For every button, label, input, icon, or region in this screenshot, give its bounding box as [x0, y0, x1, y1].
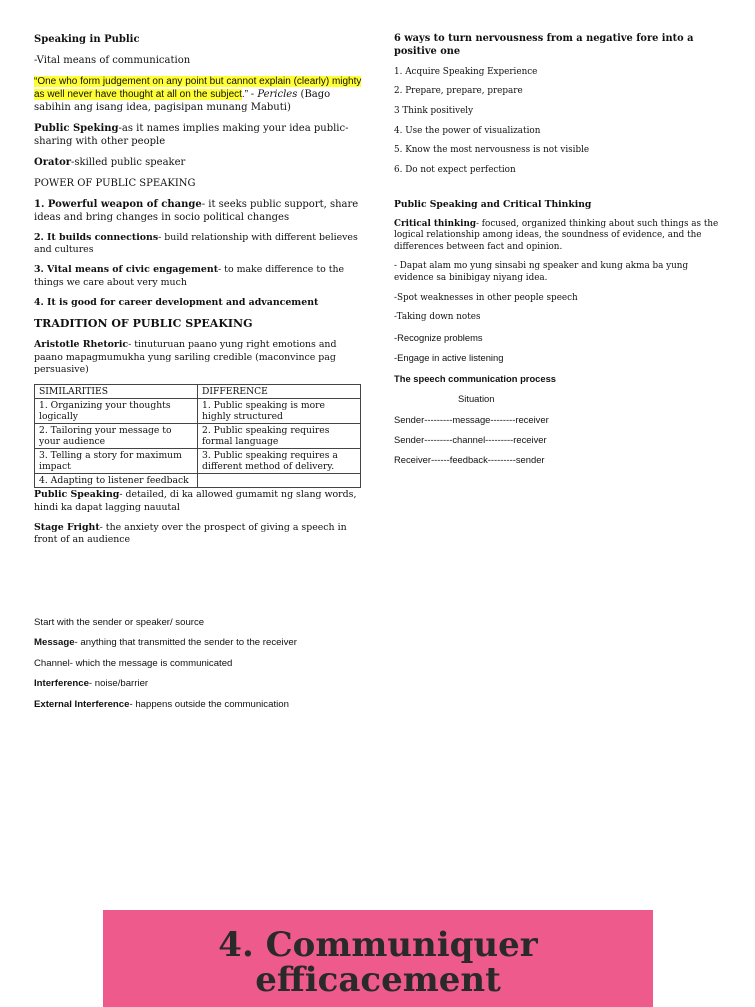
pericles-quote: [34, 75, 364, 114]
definition: - it seeks public support, share ideas and bring changes in socio political changes: [34, 199, 359, 223]
table-cell: 2. Tailoring your message to your audience: [35, 424, 198, 449]
list-item: -Taking down notes: [394, 312, 481, 323]
term: Interference: [34, 678, 89, 690]
list-item: -Engage in active listening: [394, 352, 504, 364]
quote-end: .” -: [241, 89, 255, 100]
power-item: [34, 264, 364, 288]
definition: - build relationship with different believes and cultures: [34, 232, 358, 256]
table-row: [35, 474, 361, 488]
banner-title: 4. Communiquer efficacement: [218, 925, 538, 1000]
term: Critical thinking: [394, 218, 477, 229]
critical-thinking-heading: Public Speaking and Critical Thinking: [394, 198, 592, 210]
message-definition: [34, 637, 434, 649]
term: Message: [34, 637, 75, 649]
list-item: 6. Do not expect perfection: [394, 164, 516, 175]
highlighted-quote: “One who form judgement on any point but cannot explain (clearly) mighty as well never have thought at all on the subject: [34, 76, 362, 100]
table-row: [35, 449, 361, 474]
term: 3. Vital means of civic engagement: [34, 264, 219, 276]
table-header: DIFFERENCE: [198, 385, 361, 399]
similarities-difference-table: [34, 384, 361, 488]
power-item: [34, 297, 364, 309]
table-cell: 4. Adapting to listener feedback: [35, 474, 198, 488]
term: Public Speaking: [34, 489, 120, 501]
table-cell: 1. Public speaking is more highly structured: [198, 399, 361, 424]
list-item: - Dapat alam mo yung sinsabi ng speaker and kung akma ba yung evidence sa binibigay niyang idea.: [394, 261, 689, 284]
tradition-heading: TRADITION OF PUBLIC SPEAKING: [34, 317, 253, 331]
process-heading: The speech communication process: [394, 372, 557, 384]
definition: - happens outside the communication: [129, 698, 289, 710]
start-line: Start with the sender or speaker/ source: [34, 617, 205, 628]
public-speaking-definition: [34, 489, 364, 513]
term: Public Speking: [34, 123, 119, 134]
table-cell: [198, 474, 361, 488]
power-item: [34, 232, 364, 256]
definition: - the anxiety over the prospect of giving a speech in front of an audience: [34, 521, 347, 545]
table-row: [35, 424, 361, 449]
nervousness-heading: 6 ways to turn nervousness from a negative fore into a positive one: [394, 33, 694, 57]
list-item: 2. Prepare, prepare, prepare: [394, 86, 523, 97]
channel-definition: [34, 658, 434, 670]
term: 1. Powerful weapon of change: [34, 199, 202, 210]
flow-line: Receiver------feedback---------sender: [394, 454, 545, 466]
power-heading: POWER OF PUBLIC SPEAKING: [34, 178, 196, 189]
definition: -as it names implies making your idea public- sharing with other people: [34, 123, 349, 147]
orator-definition: [34, 156, 364, 169]
table-cell: 1. Organizing your thoughts logically: [35, 399, 198, 424]
table-cell: 2. Public speaking requires formal language: [198, 424, 361, 449]
definition: -skilled public speaker: [71, 157, 186, 168]
page-heading: Speaking in Public: [34, 34, 140, 45]
external-interference-definition: [34, 699, 434, 711]
quote-author-note: (Bago sabihin ang isang idea, pagisipan munang Mabuti): [34, 89, 331, 113]
list-item: 3 Think positively: [394, 106, 474, 117]
term: Orator: [34, 157, 72, 168]
definition: - focused, organized thinking about such things as the logical relationship among ideas, the soundness of evidence, and the differences between fact and opinion.: [394, 218, 719, 252]
interference-definition: [34, 678, 434, 690]
public-speking-definition: [34, 122, 364, 148]
definition: - noise/barrier: [88, 678, 149, 690]
table-header: SIMILARITIES: [35, 385, 198, 399]
speech-process-block: [394, 373, 724, 467]
definition: - detailed, di ka allowed gumamit ng slang words, hindi ka dapat lagging nauutal: [34, 489, 357, 513]
table-cell: 3. Public speaking requires a different method of delivery.: [198, 449, 361, 474]
vital-means-line: -Vital means of communication: [34, 55, 191, 66]
quote-author: Pericles: [257, 89, 298, 100]
list-item: -Recognize problems: [394, 331, 483, 343]
communication-terms-block: [34, 617, 434, 719]
definition: - which the message is communicated: [69, 657, 233, 669]
term: Aristotle Rhetoric: [34, 339, 129, 351]
list-item: -Spot weaknesses in other people speech: [394, 292, 578, 303]
nervousness-list: [394, 67, 724, 177]
term: Stage Fright: [34, 521, 100, 533]
list-item: 1. Acquire Speaking Experience: [394, 66, 538, 77]
term: 2. It builds connections: [34, 232, 159, 243]
flow-line: Sender---------message--------receiver: [394, 413, 549, 425]
situation-label: Situation: [458, 393, 495, 405]
chapter-banner: [103, 910, 653, 1007]
left-column: [34, 33, 364, 554]
definition: - tinuturuan paano yung right emotions and paano mapagmumukha yung sariling credible (maconvince pag persuasive): [34, 339, 337, 375]
term: Channel: [34, 657, 70, 669]
definition: - to make difference to the things we care about very much: [34, 264, 345, 288]
table-header-row: [35, 385, 361, 399]
list-item: 4. Use the power of visualization: [394, 125, 541, 136]
critical-thinking-definition: [394, 219, 724, 254]
term: External Interference: [34, 698, 130, 710]
right-column: [394, 33, 724, 475]
list-item: 5. Know the most nervousness is not visible: [394, 145, 590, 156]
power-item: [34, 198, 364, 224]
definition: - anything that transmitted the sender to the receiver: [74, 637, 297, 649]
flow-line: Sender---------channel---------receiver: [394, 433, 547, 445]
table-row: [35, 399, 361, 424]
table-cell: 3. Telling a story for maximum impact: [35, 449, 198, 474]
term: 4. It is good for career development and advancement: [34, 296, 319, 308]
aristotle-rhetoric: [34, 339, 364, 376]
stage-fright-definition: [34, 522, 364, 546]
